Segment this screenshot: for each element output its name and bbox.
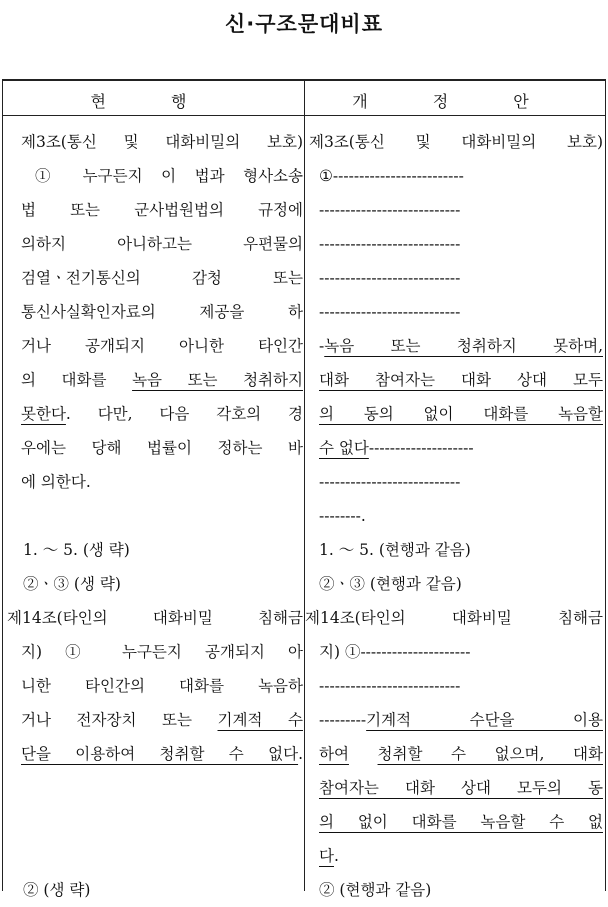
blank-line <box>21 839 303 873</box>
header-current: 현 행 <box>90 92 217 111</box>
current-line: 단을 이용하여 청취할 수 없다. <box>21 745 303 763</box>
revised-line: 의 동의 없이 대화를 녹음할 <box>319 405 603 423</box>
revised-column <box>305 125 603 907</box>
blank-line <box>21 805 303 839</box>
current-line: ① 누구든지 이 법과 형사소송 <box>35 167 303 185</box>
revised-line: --------------------------- <box>319 269 461 287</box>
current-line: 1. ～ 5. (생 략) <box>23 541 130 559</box>
underlined-text: 하여 <box>319 745 349 763</box>
revised-line: ①------------------------- <box>319 167 464 185</box>
column-divider <box>304 81 305 891</box>
revised-line: 수 없다-------------------- <box>319 439 474 457</box>
revised-line: 대화 참여자는 대화 상대 모두 <box>319 371 603 389</box>
underlined-text: 못한다 <box>21 405 66 423</box>
header-revised: 개 정 안 <box>352 92 559 111</box>
underlined-text: 다 <box>319 847 334 865</box>
underlined-text: 청취할 수 없으며, 대화 <box>377 745 603 763</box>
current-line: 우에는 당해 법률이 정하는 바 <box>21 439 303 457</box>
document-title: 신·구조문대비표 <box>225 12 383 36</box>
current-line: ② (생 략) <box>23 881 91 899</box>
revised-line: 지) ①--------------------- <box>319 643 471 661</box>
revised-line: --------------------------- <box>319 201 461 219</box>
revised-line: --------------------------- <box>319 235 461 253</box>
current-line: 거나 전자장치 또는 기계적 수 <box>21 711 303 729</box>
current-line: 의 대화를 녹음 또는 청취하지 <box>21 371 303 389</box>
revised-line: ② (현행과 같음) <box>319 881 432 899</box>
revised-line: 제14조(타인의 대화비밀 침해금 <box>305 609 603 627</box>
current-line: ②ㆍ③ (생 략) <box>23 575 121 593</box>
comparison-table <box>2 79 606 899</box>
revised-line <box>319 737 603 771</box>
revised-line: --------------------------- <box>319 473 461 491</box>
current-line: 통신사실확인자료의 제공을 하 <box>21 303 303 321</box>
current-line: 제3조(통신 및 대화비밀의 보호) <box>21 133 303 151</box>
blank-line <box>21 771 303 805</box>
revised-line: 다. <box>319 847 339 865</box>
current-line: 검열ㆍ전기통신의 감청 또는 <box>21 269 303 287</box>
underlined-text: 녹음 또는 청취하지 못하며, <box>324 337 603 355</box>
current-line: 니한 타인간의 대화를 녹음하 <box>21 677 303 695</box>
current-line: 의하지 아니하고는 우편물의 <box>21 235 303 253</box>
current-line: 거나 공개되지 아니한 타인간 <box>21 337 303 355</box>
underlined-text: 기계적 수 <box>217 711 303 729</box>
current-line: 에 의한다. <box>21 473 91 491</box>
revised-line: --------. <box>319 507 366 525</box>
revised-line: 참여자는 대화 상대 모두의 동 <box>319 779 603 797</box>
underlined-text: 녹음 또는 청취하지 <box>132 371 303 389</box>
header-divider <box>3 115 605 116</box>
underlined-text: 수 없다 <box>319 439 369 457</box>
underlined-text: 단을 이용하여 청취할 수 없다 <box>21 745 299 763</box>
revised-line: --------------------------- <box>319 677 461 695</box>
current-line: 법 또는 군사법원법의 규정에 <box>21 201 303 219</box>
revised-line: 제3조(통신 및 대화비밀의 보호) <box>309 133 603 151</box>
current-line: 제14조(타인의 대화비밀 침해금 <box>7 609 303 627</box>
current-line: 못한다. 다만, 다음 각호의 경 <box>21 405 303 423</box>
revised-line: 1. ～ 5. (현행과 같음) <box>319 541 471 559</box>
revised-line: 의 없이 대화를 녹음할 수 없 <box>319 813 603 831</box>
current-line: 지) ① 누구든지 공개되지 아 <box>21 643 303 661</box>
underlined-text: 기계적 수단을 이용 <box>366 711 603 729</box>
current-column <box>7 125 303 907</box>
revised-line: -녹음 또는 청취하지 못하며, <box>319 337 603 355</box>
revised-line: ②ㆍ③ (현행과 같음) <box>319 575 462 593</box>
blank-line <box>21 499 303 533</box>
revised-line: ---------기계적 수단을 이용 <box>319 711 603 729</box>
revised-line: --------------------------- <box>319 303 461 321</box>
